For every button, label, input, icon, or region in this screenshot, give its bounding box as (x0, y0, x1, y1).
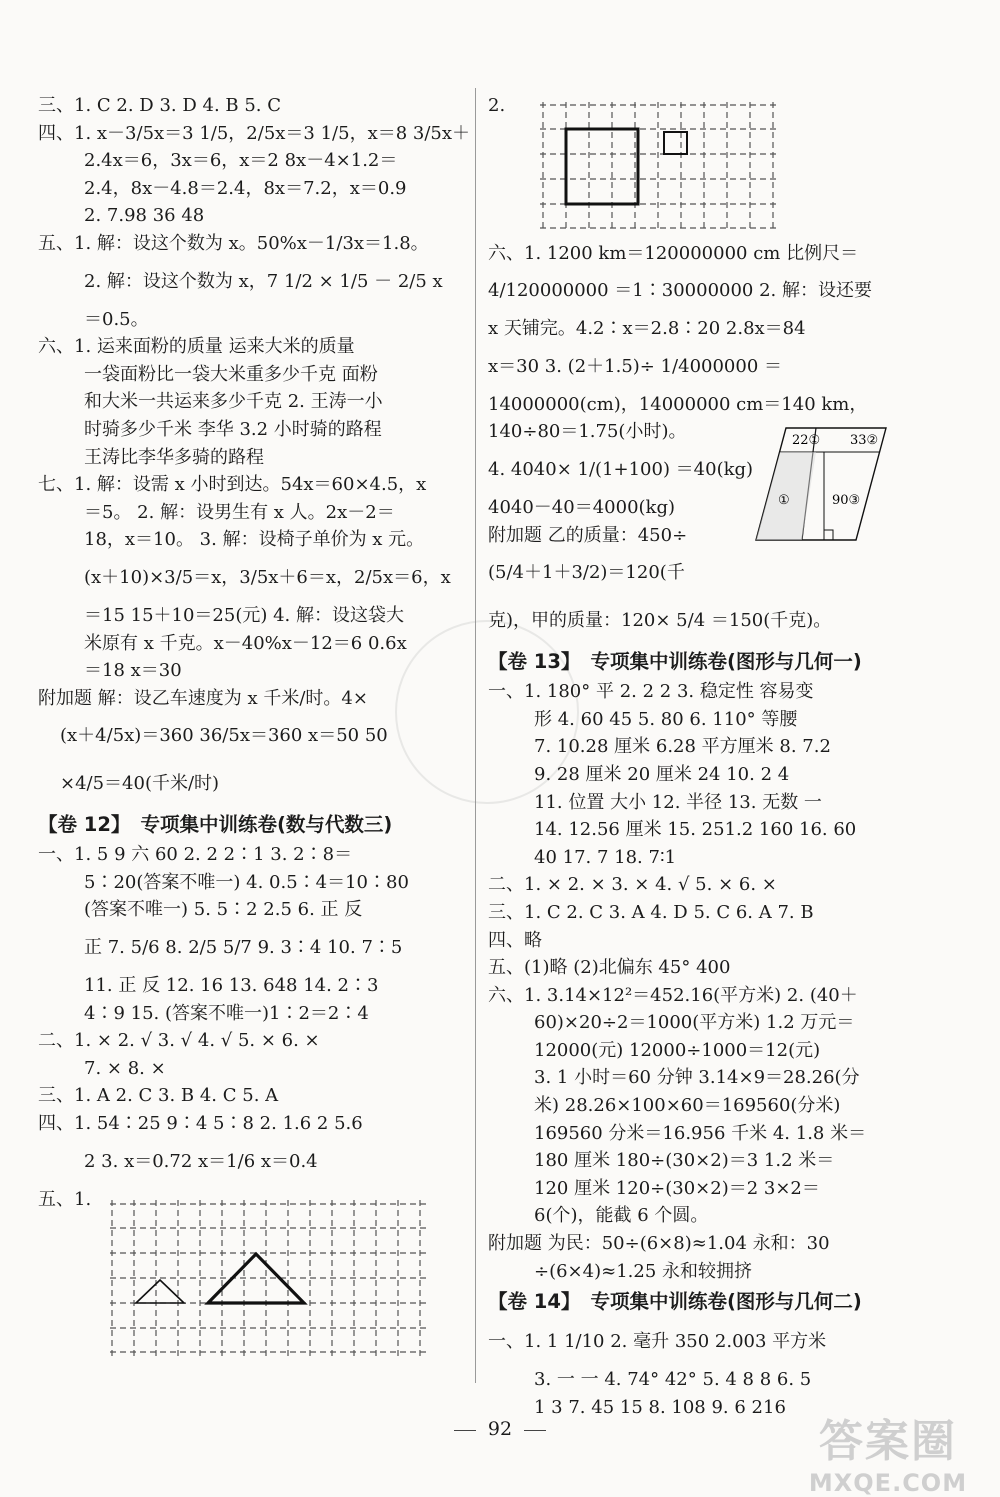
fig-label-c: ① (778, 493, 790, 508)
answer-line: 五、1. 解：设这个数为 x。50%x－1/3x＝1.8。 (38, 232, 429, 254)
answer-line: 七、1. 解：设需 x 小时到达。54x＝60×4.5，x (38, 474, 427, 496)
answer-line: 3. 1 小时＝60 分钟 3.14×9＝28.26(分 (534, 1067, 860, 1089)
section-tag: 【卷 13】 (488, 650, 581, 674)
answer-line: 五、1. (38, 1188, 92, 1210)
page-number-dash-left (454, 1430, 476, 1431)
answer-line: 一、1. 1 1/10 2. 毫升 350 2.003 平方米 (488, 1331, 827, 1353)
answer-line: (5/4＋1＋3/2)＝120(千 (488, 562, 685, 584)
section-tag: 【卷 12】 (38, 813, 131, 837)
fig-label-a: 22① (792, 433, 821, 448)
answer-line: 一袋面粉比一袋大米重多少千克 面粉 (84, 363, 378, 385)
section-title: 专项集中训练卷(数与代数三) (140, 813, 393, 837)
fig-label-b: 33② (850, 433, 879, 448)
answer-line: 附加题 解：设乙车速度为 x 千米/时。4× (38, 687, 368, 709)
answer-line: 180 厘米 180÷(30×2)＝3 1.2 米＝ (534, 1150, 835, 1172)
answer-line: 五、(1)略 (2)北偏东 45° 400 (488, 957, 731, 979)
watermark-bottom: MXQE.COM (808, 1469, 968, 1497)
watermark (798, 1405, 978, 1497)
section-title: 专项集中训练卷(图形与几何二) (590, 1290, 862, 1314)
answer-line: 4/120000000 ＝1∶30000000 2. 解：设还要 (488, 280, 872, 302)
answer-line: 120 厘米 120÷(30×2)＝2 3×2＝ (534, 1177, 820, 1199)
answer-line: 11. 位置 大小 12. 半径 13. 无数 一 (534, 791, 822, 813)
answer-line: ＝5。 2. 解：设男生有 x 人。2x－2＝ (84, 501, 395, 523)
answer-line: 四、略 (488, 929, 542, 951)
answer-line: 克)，甲的质量：120× 5/4 ＝150(千克)。 (488, 610, 832, 632)
answer-line: (答案不唯一) 5. 5∶2 2.5 6. 正 反 (84, 899, 363, 921)
section-title: 专项集中训练卷(图形与几何一) (590, 650, 862, 674)
answer-line: 4040－40＝4000(kg) (488, 496, 675, 518)
answer-line: 一、1. 5 9 六 60 2. 2 2∶1 3. 2∶8＝ (38, 844, 353, 866)
answer-line: 二、1. × 2. √ 3. √ 4. √ 5. × 6. × (38, 1030, 320, 1052)
answer-line: 王涛比李华多骑的路程 (84, 446, 264, 468)
answer-line: 米) 28.26×100×60＝169560(分米) (534, 1095, 841, 1117)
answer-line: 60)×20÷2＝1000(平方米) 1.2 万元＝ (534, 1012, 855, 1034)
answer-line: 40 17. 7 18. 7∶1 (534, 846, 677, 868)
answer-line: 六、1. 3.14×12²＝452.16(平方米) 2. (40＋ (488, 984, 858, 1006)
answer-line: ＝18 x＝30 (84, 660, 182, 682)
answer-line: 12000(元) 12000÷1000＝12(元) (534, 1039, 821, 1061)
answer-line: 14000000(cm)，14000000 cm＝140 km， (488, 393, 868, 415)
answer-line: 18，x＝10。 3. 解：设椅子单价为 x 元。 (84, 529, 425, 551)
answer-line: 1 3 7. 45 15 8. 108 9. 6 216 (534, 1396, 786, 1418)
fig-label-d: 90③ (832, 493, 861, 508)
answer-line: 四、1. 54∶25 9∶4 5∶8 2. 1.6 2 5.6 (38, 1113, 363, 1135)
answer-line: 6(个)，能截 6 个圆。 (534, 1205, 709, 1227)
answer-line: 2.4，8x－4.8＝2.4，8x＝7.2，x＝0.9 (84, 177, 407, 199)
answer-line: 附加题 乙的质量：450÷ (488, 524, 688, 546)
answer-line: 7. × 8. × (84, 1057, 166, 1079)
answer-line: 2.4x＝6，3x＝6，x＝2 8x－4×1.2＝ (84, 150, 398, 172)
answer-line: 2. (488, 95, 506, 116)
parallelogram-figure (740, 424, 900, 550)
answer-line: ÷(6×4)≈1.25 永和较拥挤 (534, 1260, 752, 1282)
section-heading (488, 1285, 962, 1318)
answer-line: 2. 7.98 36 48 (84, 205, 205, 227)
answer-line: 六、1. 运来面粉的质量 运来大米的质量 (38, 336, 355, 358)
answer-line: ×4/5＝40(千米/时) (60, 773, 220, 795)
answer-line: 六、1. 1200 km＝120000000 cm 比例尺＝ (488, 242, 859, 264)
answer-line: (x＋4/5x)＝360 36/5x＝360 x＝50 50 (60, 725, 388, 747)
answer-line: 形 4. 60 45 5. 80 6. 110° 等腰 (534, 708, 798, 730)
section-heading (38, 808, 470, 841)
right-column (488, 92, 962, 1421)
grid-figure-squares (540, 102, 780, 242)
answer-line: 时骑多少千米 李华 3.2 小时骑的路程 (84, 418, 382, 440)
answer-line: 和大米一共运来多少千克 2. 王涛一小 (84, 391, 383, 413)
answer-line: x＝30 3. (2＋1.5)÷ 1/4000000 ＝ (488, 355, 783, 377)
answer-line: 三、1. C 2. D 3. D 4. B 5. C (38, 95, 281, 116)
answer-line: 米原有 x 千克。x－40%x－12＝6 0.6x (84, 632, 407, 654)
answer-line: 5∶20(答案不唯一) 4. 0.5∶4＝10∶80 (84, 871, 409, 893)
answer-line: 4∶9 15. (答案不唯一)1∶2＝2∶4 (84, 1002, 369, 1024)
page-number-value: 92 (487, 1418, 513, 1440)
answer-line: (x＋10)×3/5＝x，3/5x＋6＝x，2/5x＝6，x (84, 566, 451, 588)
answer-line: x 天铺完。4.2∶x＝2.8∶20 2.8x＝84 (488, 318, 806, 340)
answer-line: 14. 12.56 厘米 15. 251.2 160 16. 60 (534, 819, 857, 841)
answer-line: 附加题 为民：50÷(6×8)≈1.04 永和：30 (488, 1233, 830, 1255)
section-tag: 【卷 14】 (488, 1290, 581, 1314)
answer-line: 二、1. × 2. × 3. × 4. √ 5. × 6. × (488, 874, 777, 896)
answer-line: 140÷80＝1.75(小时)。 (488, 421, 687, 443)
answer-line: 7. 10.28 厘米 6.28 平方厘米 8. 7.2 (534, 736, 831, 758)
answer-line: 9. 28 厘米 20 厘米 24 10. 2 4 (534, 763, 790, 785)
answer-line: 三、1. C 2. C 3. A 4. D 5. C 6. A 7. B (488, 901, 814, 923)
watermark-top: 答案圈 (819, 1416, 957, 1467)
answer-line: 四、1. x－3/5x＝3 1/5，2/5x＝3 1/5，x＝8 3/5x＋ (38, 122, 471, 144)
answer-line: ＝0.5。 (84, 308, 149, 330)
page-number-dash-right (524, 1430, 546, 1431)
answer-line: 正 7. 5/6 8. 2/5 5/7 9. 3∶4 10. 7∶5 (84, 937, 403, 959)
answer-line: 11. 正 反 12. 16 13. 648 14. 2∶3 (84, 975, 379, 997)
answer-line: 4. 4040× 1/(1+100) ＝40(kg) (488, 458, 754, 480)
answer-line: ＝15 15＋10＝25(元) 4. 解：设这袋大 (84, 604, 404, 626)
section-heading (488, 645, 962, 678)
grid-figure-triangles (110, 1200, 440, 1364)
answer-line: 3. 一 一 4. 74° 42° 5. 4 8 8 6. 5 (534, 1369, 812, 1391)
answer-line: 2. 解：设这个数为 x，7 1/2 × 1/5 － 2/5 x (84, 270, 443, 292)
answer-line: 169560 分米＝16.956 千米 4. 1.8 米＝ (534, 1122, 867, 1144)
answer-line: 三、1. A 2. C 3. B 4. C 5. A (38, 1085, 279, 1107)
answer-line: 2 3. x＝0.72 x＝1/6 x＝0.4 (84, 1150, 318, 1172)
answer-line: 一、1. 180° 平 2. 2 2 3. 稳定性 容易变 (488, 681, 814, 703)
left-column (38, 92, 470, 1213)
